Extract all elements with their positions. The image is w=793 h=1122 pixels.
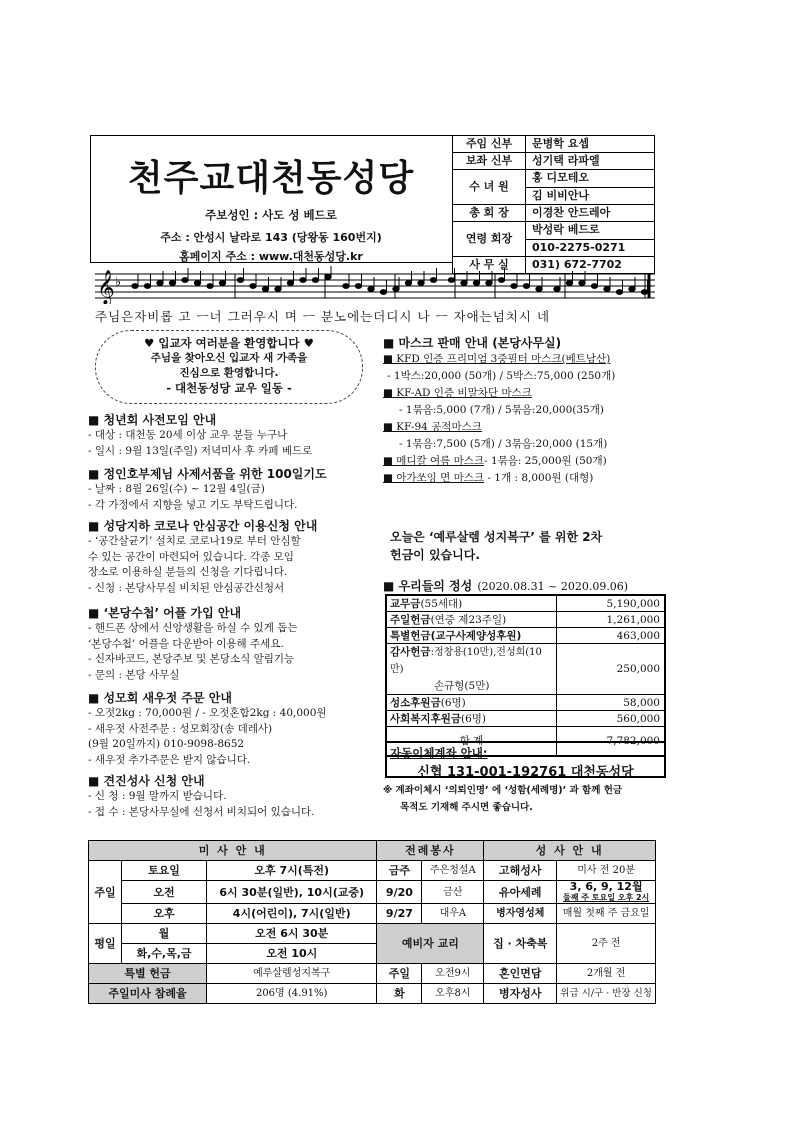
note-head: [157, 281, 163, 286]
section-title: ■ 견진성사 신청 안내: [88, 774, 205, 788]
offering-amount: 1,261,000: [557, 612, 666, 628]
staff-table: [452, 135, 655, 274]
section-line: - 신청 : 본당사무실 비치된 안심공간신청서: [88, 581, 285, 594]
bottom-info-table: [88, 840, 656, 1004]
offering-label: 주일헌금: [390, 613, 431, 626]
note-head: [641, 290, 647, 295]
mask-item-name: ■ KFD 인증 프리미엄 3중필터 마스크(베트남산): [383, 353, 611, 365]
parish-title: 천주교대천동성당: [127, 157, 415, 199]
section-title: ■ 청년회 사전모임 안내: [88, 413, 217, 427]
staff-value: 김 비비안나: [526, 187, 655, 205]
staff-label: 총 회 장: [453, 205, 526, 222]
notice-line: 헌금이 있습니다.: [390, 548, 480, 562]
offering-sub: (교구사제양성후원): [430, 629, 522, 642]
section-line: - 신자바코드, 본당주보 및 본당소식 알림기능: [88, 653, 295, 665]
offerings-heading: [383, 575, 673, 594]
sacrament-name: 유아세례: [484, 881, 557, 904]
welcome-signoff: - 대천동성당 교우 일동 -: [166, 381, 292, 395]
sacrament-value: 매월 첫째 주 금요일: [557, 904, 656, 924]
staff-label: 주임 신부: [453, 136, 526, 153]
mass-day: 월: [122, 924, 207, 944]
note-head: [418, 281, 424, 286]
sacrament-header: 성 사 안 내: [484, 841, 656, 861]
confirmation-section: [88, 772, 368, 820]
treble-clef-icon: 𝄞: [97, 270, 115, 304]
staff-value: 010-2275-0271: [526, 239, 655, 257]
offerings-period: (2020.08.31 ~ 2020.09.06): [477, 580, 629, 593]
note-head: [219, 281, 225, 286]
catechism-time: 오전9시: [422, 964, 484, 984]
note-head: [536, 287, 542, 292]
table-row: [89, 904, 656, 924]
section-line: - 오젓2kg : 70,000원 / - 오젓혼합2kg : 40,000원: [88, 707, 327, 719]
altar-header: 전례봉사: [377, 841, 484, 861]
note-head: [368, 287, 374, 292]
mass-day: 오후: [122, 904, 207, 924]
table-row: [386, 628, 665, 644]
sacrament-name: 집 · 차축복: [484, 924, 557, 964]
welcome-title: ♥ 입교자 여러분을 환영합니다 ♥: [144, 336, 314, 350]
sacrament-value: 위급 시/구 · 반장 신청: [557, 984, 656, 1004]
app-section: [88, 604, 368, 683]
catechism-header: 예비자 교리: [377, 924, 484, 964]
note-head: [405, 281, 411, 286]
sacrament-name: 혼인면담: [484, 964, 557, 984]
note-head: [430, 278, 436, 283]
mask-item-name: ■ 아가쏘잉 면 마스크: [383, 472, 485, 484]
sacrament-value: 3, 6, 9, 12월: [569, 880, 643, 893]
offering-label: 특별헌금: [390, 629, 431, 642]
sacrament-name: 병자영성체: [484, 904, 557, 924]
note-head: [237, 278, 243, 283]
mask-item-price: - 1묶음:5,000 (7개) / 5묶음:20,000(35개): [399, 404, 604, 416]
offering-amount: 5,190,000: [557, 595, 666, 612]
note-head: [511, 284, 517, 289]
staff-label: 보좌 신부: [453, 153, 526, 170]
notice-line: 오늘은 ‘예루살렘 성지복구’ 를 위한 2차: [390, 530, 603, 544]
staff-row: [453, 136, 655, 153]
catechism-time: 오후8시: [422, 984, 484, 1004]
sunday-label: 주일: [89, 861, 122, 924]
catechism-day: 주일: [377, 964, 422, 984]
special-offering-value: 예루살렘성지복구: [207, 964, 377, 984]
section-title: ■ ‘본당수첩’ 어플 가입 안내: [88, 606, 242, 620]
patron-saint: 주보성인 : 사도 성 베드로: [205, 208, 337, 222]
welcome-box: [95, 330, 363, 404]
shrimp-section: [88, 689, 368, 768]
section-line: - ‘공간살균기’ 설치로 코로나19로 부터 안심할: [88, 535, 301, 547]
note-head: [312, 278, 318, 283]
offering-sub: 손규형(5만): [434, 680, 490, 692]
music-staff: [95, 266, 655, 304]
parish-address: 주소 : 안성시 날라로 143 (당왕동 160번지): [160, 231, 382, 244]
staff-row: [453, 222, 655, 240]
mask-item-price: - 1묶음:7,500 (5개) / 3묶음:20,000 (15개): [399, 438, 608, 450]
note-head: [393, 287, 399, 292]
section-title: ■ 성당지하 코로나 안심공간 이용신청 안내: [88, 519, 318, 533]
section-title: ■ 성모회 새우젓 주문 안내: [88, 691, 232, 705]
offering-amount: 560,000: [557, 711, 666, 727]
offering-amount: 250,000: [557, 644, 666, 695]
note-head: [132, 284, 138, 289]
note-head: [591, 284, 597, 289]
section-title: ■ 마스크 판매 안내 (본당사무실): [383, 336, 562, 350]
offering-label: 사회복지후원금: [390, 712, 462, 725]
mask-item-price: - 1묶음: 25,000원 (50개): [484, 455, 607, 467]
total-label: 합 계: [386, 727, 557, 757]
staff-value: 이경찬 안드레아: [526, 205, 655, 222]
note-head: [616, 290, 622, 295]
note-head: [355, 284, 361, 289]
altar-value: 주은청설A: [422, 861, 484, 881]
section-title: ■ 우리들의 정성: [383, 579, 473, 593]
table-row: [386, 711, 665, 727]
welcome-line: 주님을 찾아오신 입교자 새 가족을: [150, 352, 308, 364]
flat-icon: ♭: [115, 275, 122, 290]
prayer-section: [88, 465, 368, 513]
attendance-value: 206명 (4.91%): [207, 984, 377, 1004]
mass-day: 화,수,목,금: [122, 944, 207, 964]
staff-label: 사 무 실: [453, 257, 526, 274]
offering-amount: 58,000: [557, 695, 666, 711]
special-offering-label: 특별 헌금: [89, 964, 207, 984]
note-head: [144, 284, 150, 289]
section-line: - 신 청 : 9월 말까지 받습니다.: [88, 790, 227, 802]
altar-date: 9/27: [377, 904, 422, 924]
section-line: 장소로 이용하실 분들의 신청을 기다립니다.: [88, 566, 288, 578]
covid-space-section: [88, 517, 368, 596]
note-line: ※ 계좌이체시 ‘의뢰인명’ 에 ‘성함(세례명)’ 과 함께 헌금: [383, 785, 623, 796]
note-head: [300, 278, 306, 283]
table-row: [89, 984, 656, 1004]
offering-sub: (55세대): [420, 597, 463, 610]
section-line: - 핸드폰 상에서 신앙생활을 하실 수 있게 돕는: [88, 622, 298, 634]
mass-header: 미 사 안 내: [89, 841, 377, 861]
offering-sub: (6명): [461, 712, 487, 725]
homepage-address: 홈페이지 주소 : www.대천동성당.kr: [179, 250, 363, 263]
table-row: [386, 644, 665, 695]
second-collection-notice: [390, 528, 680, 564]
sacrament-value: 2주 전: [557, 924, 656, 964]
welcome-line: 진심으로 환영합니다.: [179, 367, 279, 379]
note-head: [629, 287, 635, 292]
offerings-table: [385, 594, 666, 757]
section-line: - 일시 : 9월 13일(주일) 저녁미사 후 카페 베드로: [88, 444, 313, 457]
note-head: [250, 284, 256, 289]
transfer-label: 자동이체계좌 안내:: [390, 746, 488, 760]
mask-section: [383, 334, 673, 487]
altar-value: 대우A: [422, 904, 484, 924]
lyrics: 주님은자비롭 고 ㅡ너 그러우시 며 ㅡ 분노에는더디시 나 ㅡ 자애는넘치시 네: [95, 309, 551, 324]
staff-value: 성기택 라파엘: [526, 153, 655, 170]
section-line: - 각 가정에서 지향을 넣고 기도 부탁드립니다.: [88, 498, 298, 511]
note-head: [566, 281, 572, 286]
offering-sub: (6명): [440, 696, 466, 709]
section-line: - 새우젓 추가주문은 받지 않습니다.: [88, 753, 251, 766]
note-head: [448, 278, 454, 283]
note-head: [486, 281, 492, 286]
offering-label: 교무금: [390, 597, 421, 610]
note-head: [325, 275, 331, 280]
note-head: [194, 281, 200, 286]
staff-value: 박성락 베드로: [526, 222, 655, 240]
section-line: - 새우젓 사전주문 : 성모회장(송 데레사): [88, 722, 273, 735]
note-head: [182, 278, 188, 283]
weekday-label: 평일: [89, 924, 122, 964]
altar-date: 금주: [377, 861, 422, 881]
mask-item-price: - 1박스:20,000 (50개) / 5박스:75,000 (250개): [387, 370, 616, 382]
mass-time: 4시(어린이), 7시(일반): [207, 904, 377, 924]
section-title: ■ 정인호부제님 사제서품을 위한 100일기도: [88, 467, 327, 481]
attendance-label: 주일미사 참례율: [89, 984, 207, 1004]
altar-value: 금산: [422, 881, 484, 904]
catechism-day: 화: [377, 984, 422, 1004]
table-row: [89, 841, 656, 861]
staff-row: [453, 170, 655, 188]
table-row: [89, 924, 656, 944]
table-row: [386, 695, 665, 711]
note-head: [461, 281, 467, 286]
note-head: [554, 287, 560, 292]
offering-sub: :정창용(10만),전성희(10만): [390, 647, 542, 675]
youth-section: [88, 411, 368, 459]
section-line: - 날짜 : 8월 26일(수) ~ 12월 4일(금): [88, 483, 265, 495]
staff-value: 문병학 요셉: [526, 136, 655, 153]
table-row: [386, 612, 665, 628]
staff-row: [453, 153, 655, 170]
transfer-box: [385, 741, 666, 778]
table-row: [89, 881, 656, 904]
section-line: 수 있는 공간이 마련되어 있습니다. 각종 모임: [88, 550, 294, 563]
section-line: - 접 수 : 본당사무실에 신청서 비치되어 있습니다.: [88, 805, 315, 818]
sacrament-value: 2개월 전: [557, 964, 656, 984]
transfer-account: 신협 131-001-192761 대천동성당: [417, 765, 634, 780]
note-head: [380, 290, 386, 295]
note-head: [579, 281, 585, 286]
sacrament-name: 병자성사: [484, 984, 557, 1004]
staff-value: 031) 672-7702: [526, 257, 655, 274]
section-line: ‘본당수첩’ 어플을 다운받아 이용해 주세요.: [88, 637, 284, 650]
staff-label: 연령 회장: [453, 222, 526, 257]
mass-time: 6시 30분(일반), 10시(교중): [207, 881, 377, 904]
staff-row: [453, 205, 655, 222]
offering-label: 감사헌금: [390, 646, 431, 658]
table-row: [89, 964, 656, 984]
note-head: [169, 281, 175, 286]
note-head: [262, 287, 268, 292]
sacrament-value: 미사 전 20분: [557, 861, 656, 881]
mass-time: 오전 10시: [207, 944, 377, 964]
note-head: [287, 281, 293, 286]
note-line: 목적도 기재해 주시면 좋습니다.: [400, 802, 533, 813]
offering-label: 성소후원금: [390, 696, 441, 709]
transfer-note: [383, 782, 683, 816]
sacrament-value-detail: 둘째 주 토요일 오후 2시: [563, 893, 650, 902]
note-head: [604, 287, 610, 292]
section-line: (9월 20일까지) 010-9098-8652: [88, 738, 245, 750]
staff-label: 수 녀 원: [453, 170, 526, 205]
section-line: - 문의 : 본당 사무실: [88, 668, 180, 681]
staff-value: 홍 디모테오: [526, 170, 655, 188]
mass-day: 오전: [122, 881, 207, 904]
offering-amount: 463,000: [557, 628, 666, 644]
section-line: - 대상 : 대천동 20세 이상 교우 분들 누구나: [88, 429, 288, 441]
mass-time: 오후 7시(특전): [207, 861, 377, 881]
mask-item-price: - 1개 : 8,000원 (대형): [487, 472, 594, 484]
note-head: [498, 278, 504, 283]
mass-day: 토요일: [122, 861, 207, 881]
altar-date: 9/20: [377, 881, 422, 904]
mask-item-name: ■ KF-94 공적마스크: [383, 421, 482, 433]
mask-item-name: ■ 메디칼 여름 마스크: [383, 455, 485, 467]
mass-time: 오전 6시 30분: [207, 924, 377, 944]
mask-item-name: ■ KF-AD 인증 비말차단 마스크: [383, 387, 532, 399]
sacrament-name: 고해성사: [484, 861, 557, 881]
table-row: [386, 595, 665, 612]
note-head: [343, 284, 349, 289]
note-head: [207, 284, 213, 289]
note-head: [523, 284, 529, 289]
offering-sub: (연중 제23주일): [430, 613, 507, 626]
table-row: [89, 861, 656, 881]
note-head: [275, 287, 281, 292]
note-head: [473, 281, 479, 286]
total-amount: 7,782,000: [557, 727, 666, 757]
